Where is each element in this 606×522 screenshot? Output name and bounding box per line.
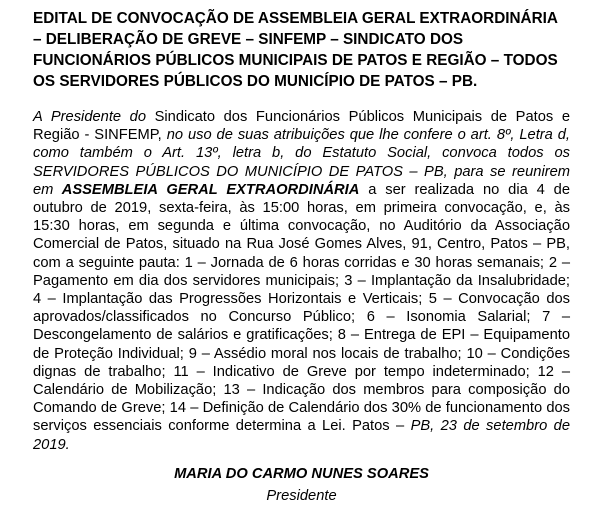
body-convocation: no uso de suas atribuições que lhe confere o art. 8º, Letra d, como também o Art. 13º, letra b, do Estatuto Social, convoca todos os SERVIDORES PÚBLICOS DO MUNICÍPIO DE PATOS – PB, para se reunirem em: [33, 127, 571, 198]
edital-body: [33, 108, 570, 454]
body-date: PB, 23 de setembro de 2019.: [33, 418, 570, 453]
body-assembly-name: ASSEMBLEIA GERAL EXTRAORDINÁRIA: [53, 181, 360, 198]
body-union-name: Sindicato dos Funcionários Públicos Municipais de Patos e Região - SINFEMP,: [33, 109, 570, 144]
signature-name: MARIA DO CARMO NUNES SOARES: [174, 465, 429, 482]
body-intro: A Presidente do: [33, 109, 147, 125]
signature-role: Presidente: [266, 487, 337, 504]
body-agenda: a ser realizada no dia 4 de outubro de 2019, sexta-feira, às 15:00 horas, em primeira convocação, e, às 15:30 horas, em segunda e última convocação, no Auditório da Associação Comercial de Patos, situado na Rua José Gomes Alves, 91, Centro, Patos – PB, com a seguinte pauta: 1 – Jornada de 6 horas corridas e 30 horas semanais; 2 – Pagamento em dia dos servidores municipais; 3 – Implantação da Insalubridade; 4 – Implantação das Progressões Horizontais e Verticais; 5 – Convocação dos aprovados/classificados no Concurso Público; 6 – Isonomia Salarial; 7 – Descongelamento de salários e gratificações; 8 – Entrega de EPI – Equipamento de Proteção Individual; 9 – Assédio moral nos locais de trabalho; 10 – Condições dignas de trabalho; 11 – Indicativo de Greve por tempo indeterminado; 12 – Calendário de Mobilização; 13 – Indicação dos membros para composição do Comando de Greve; 14 – Definição de Calendário dos 30% de funcionamento dos serviços essenciais conforme determina a Lei. Patos –: [33, 181, 570, 435]
edital-title: EDITAL DE CONVOCAÇÃO DE ASSEMBLEIA GERAL EXTRAORDINÁRIA – DELIBERAÇÃO DE GREVE – SINFEMP – SINDICATO DOS FUNCIONÁRIOS PÚBLICOS MUNICIPAIS DE PATOS E REGIÃO – TODOS OS SERVIDORES PÚBLICOS DO MUNICÍPIO DE PATOS – PB.: [33, 10, 558, 90]
